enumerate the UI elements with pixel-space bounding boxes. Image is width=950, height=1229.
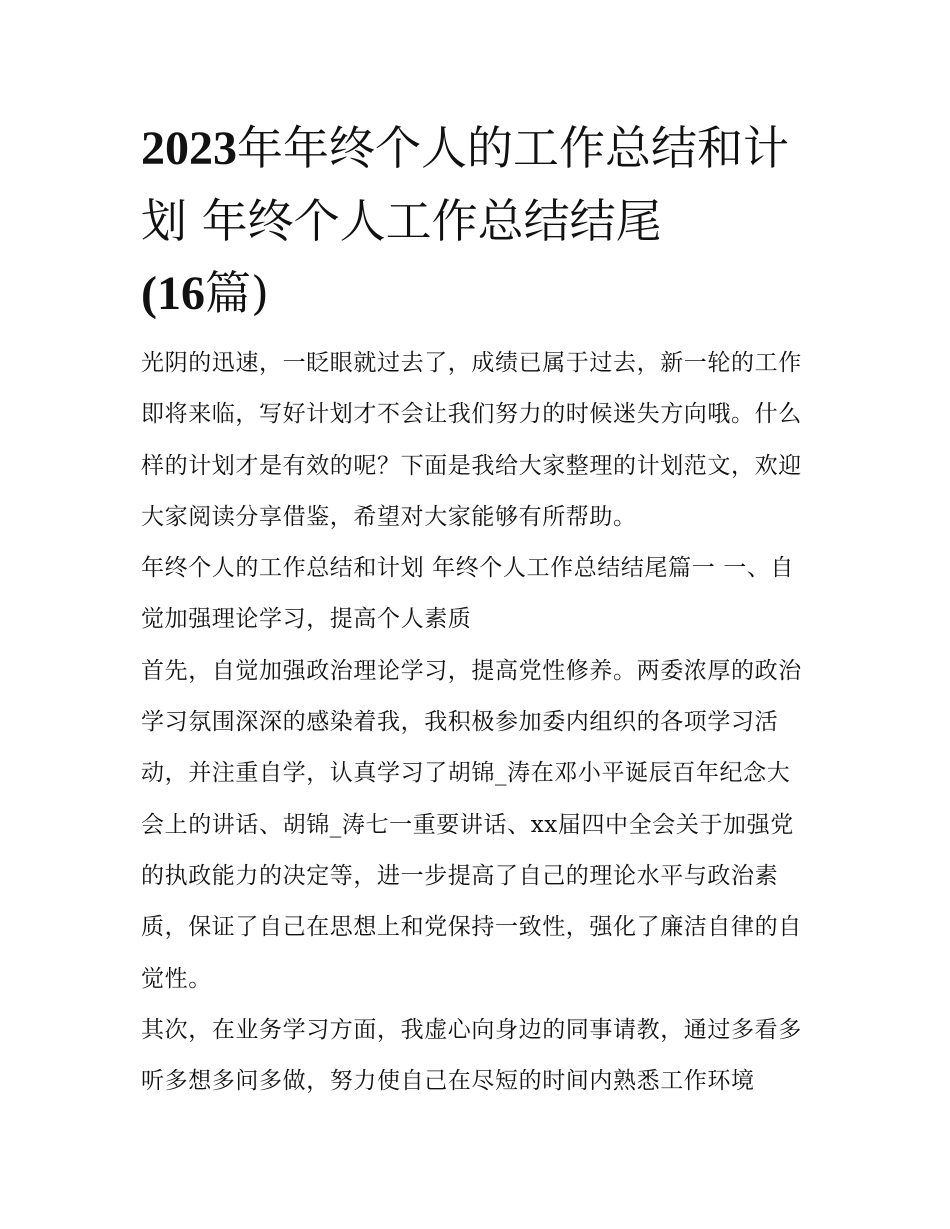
section-heading-paragraph: 年终个人的工作总结和计划 年终个人工作总结结尾篇一 一、自觉加强理论学习，提高个人素质 [141,555,795,633]
document-content [141,112,813,1107]
title-main: 年年终个人的工作总结和计划 年终个人工作总结结尾 [141,121,789,248]
body-paragraph-second: 其次，在业务学习方面，我虚心向身边的同事请教，通过多看多听多想多问多做，努力使自己在尽短的时间内熟悉工作环境 [141,1016,802,1095]
intro-paragraph: 光阴的迅速，一眨眼就过去了，成绩已属于过去，新一轮的工作即将来临，写好计划才不会让我们努力的时候迷失方向哦。什么样的计划才是有效的呢？下面是我给大家整理的计划范文，欢迎大家阅读分享借鉴，希望对大家能够有所帮助。 [141,350,802,530]
title-count: (16 [141,267,205,320]
document-body [141,338,813,1107]
title-count-suffix: 篇) [204,266,269,320]
title-year: 2023 [141,122,237,175]
document-title [141,112,813,330]
body-paragraph-first: 首先，自觉加强政治理论学习，提高党性修养。两委浓厚的政治学习氛围深深的感染着我，我积极参加委内组织的各项学习活动，并注重自学，认真学习了胡锦_涛在邓小平诞辰百年纪念大会上的讲话、胡锦_涛七一重要讲话、xx届四中全会关于加强党的执政能力的决定等，进一步提高了自己的理论水平与政治素质，保证了自己在思想上和党保持一致性，强化了廉洁自律的自觉性。 [141,657,802,992]
